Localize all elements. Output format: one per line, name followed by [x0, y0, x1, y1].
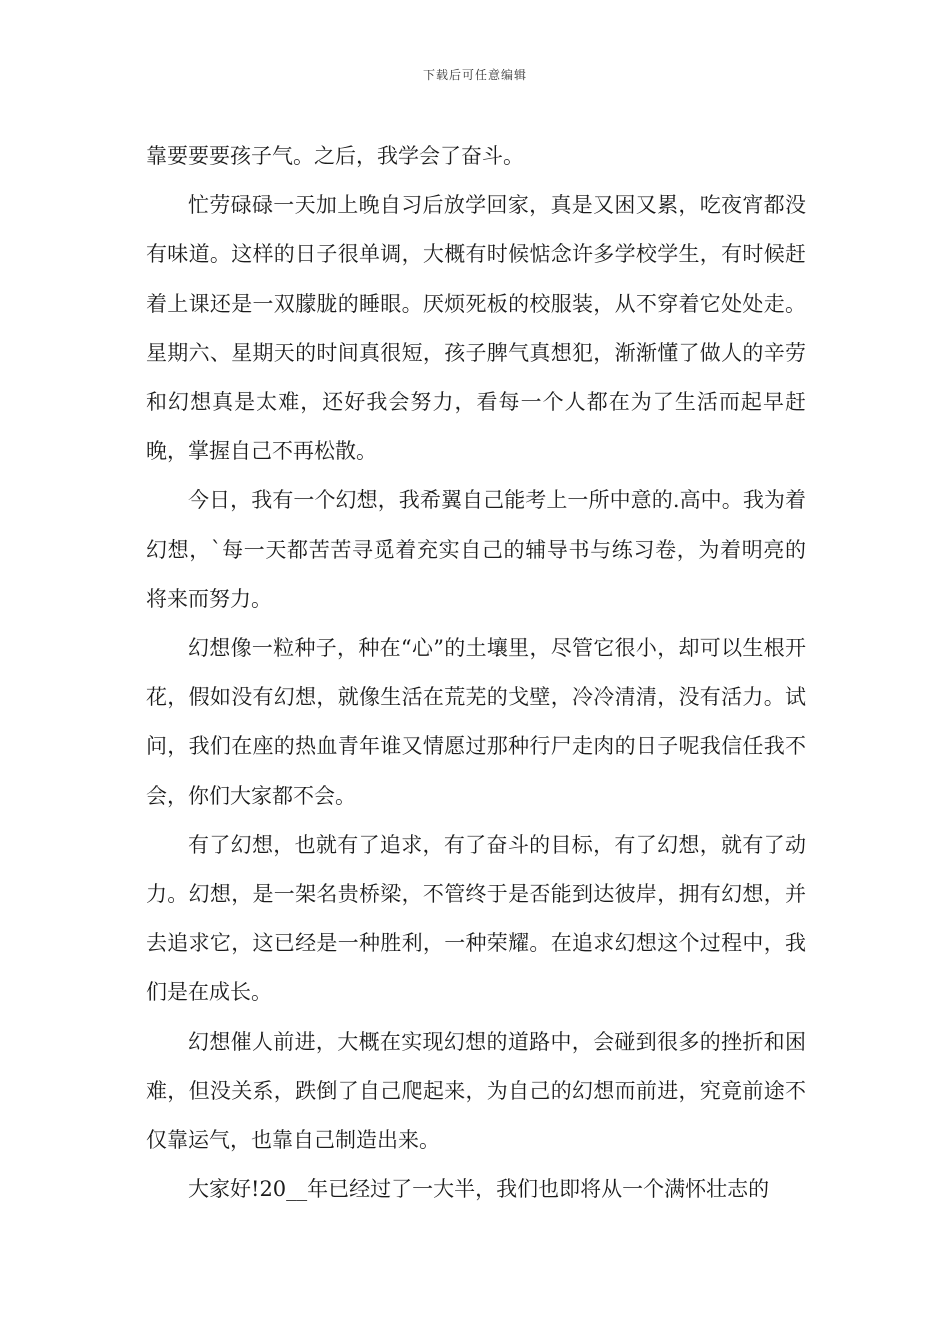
paragraph-7: 大家好!20__年已经过了一大半，我们也即将从一个满怀壮志的 — [188, 1177, 770, 1202]
paragraph-5: 有了幻想，也就有了追求，有了奋斗的目标，有了幻想，就有了动力。幻想，是一架名贵桥梁，不管终于是否能到达彼岸，拥有幻想，并去追求它，这已经是一种胜利，一种荣耀。在追求幻想这个过程中，我们是在成长。 — [146, 832, 806, 1005]
page-header: 下载后可任意编辑 — [422, 68, 527, 82]
paragraph-3: 今日，我有一个幻想，我希翼自己能考上一所中意的.高中。我为着幻想，`每一天都苦苦寻觅着充实自己的辅导书与练习卷，为着明亮的将来而努力。 — [146, 488, 806, 611]
paragraph-2: 忙劳碌碌一天加上晚自习后放学回家，真是又困又累，吃夜宵都没有味道。这样的日子很单调，大概有时候惦念许多学校学生，有时候赶着上课还是一双朦胧的睡眼。厌烦死板的校服装，从不穿着它处处走。星期六、星期天的时间真很短，孩子脾气真想犯，渐渐懂了做人的辛劳和幻想真是太难，还好我会努力，看每一个人都在为了生活而起早赶晚，掌握自己不再松散。 — [146, 193, 806, 464]
paragraph-1: 靠要要要孩子气。之后，我学会了奋斗。 — [146, 144, 524, 168]
paragraph-6: 幻想催人前进，大概在实现幻想的道路中，会碰到很多的挫折和困难，但没关系，跌倒了自己爬起来，为自己的幻想而前进，究竟前途不仅靠运气，也靠自己制造出来。 — [146, 1029, 806, 1153]
paragraph-4: 幻想像一粒种子，种在“心”的土壤里，尽管它很小，却可以生根开花，假如没有幻想，就像生活在荒芜的戈壁，冷冷清清，没有活力。试问，我们在座的热血青年谁又情愿过那种行尸走肉的日子呢我信任我不会，你们大家都不会。 — [146, 636, 806, 808]
document-body — [146, 132, 806, 1214]
